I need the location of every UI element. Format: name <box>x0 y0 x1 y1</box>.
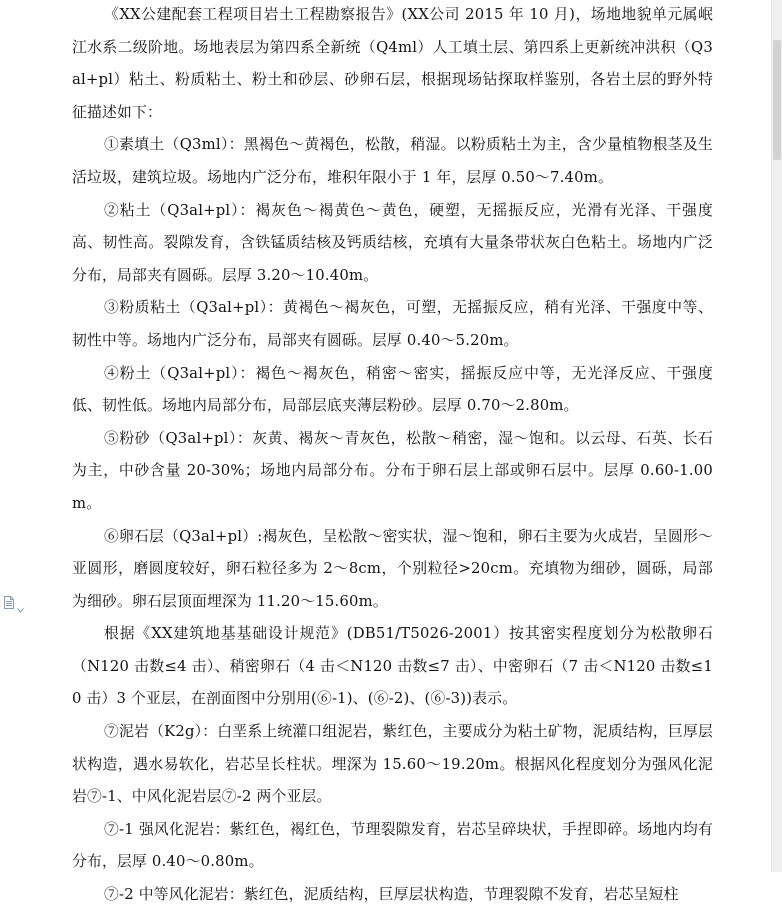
paragraph-layer-4-silt: ④粉土（Q3al+pl）：褐色～褐灰色，稍密～密实，摇振反应中等，无光泽反应、干强度低、韧性低。场地内局部分布，局部层底夹薄层粉砂。层厚 0.70～2.80m。 <box>72 364 713 415</box>
paragraph-layer-2-clay: ②粘土（Q3al+pl）：褐灰色～褐黄色～黄色，硬塑，无摇振反应，光滑有光泽、干强度高、韧性高。裂隙发育，含铁锰质结核及钙质结核，充填有大量条带状灰白色粘土。场地内广泛分布，局部夹有圆砾。层厚 3.20～10.40m。 <box>72 201 713 284</box>
paragraph-layer-7-mudstone: ⑦泥岩（K2g）：白垩系上统灌口组泥岩，紫红色，主要成分为粘土矿物，泥质结构，巨厚层状构造，遇水易软化，岩芯呈长柱状。埋深为 15.60～19.20m。根据风化程度划分为强风化泥岩⑦-1、中风化泥岩层⑦-2 两个亚层。 <box>72 723 713 806</box>
paragraph-options-widget[interactable] <box>4 592 34 608</box>
scrollbar-thumb[interactable] <box>773 40 781 160</box>
document-icon <box>4 594 14 607</box>
chevron-down-icon[interactable] <box>17 598 24 603</box>
document-body <box>72 0 713 912</box>
paragraph-layer-3-silty-clay: ③粉质粘土（Q3al+pl）：黄褐色～褐灰色，可塑，无摇振反应，稍有光泽、干强度中等、韧性中等。场地内广泛分布，局部夹有圆砾。层厚 0.40～5.20m。 <box>72 299 713 349</box>
vertical-scrollbar[interactable] <box>771 0 782 872</box>
paragraph-layer-5-silty-sand: ⑤粉砂（Q3al+pl）：灰黄、褐灰～青灰色，松散～稍密，湿～饱和。以云母、石英、长石为主，中砂含量 20-30%；场地内局部分布。分布于卵石层上部或卵石层中。层厚 0.60-1.00m。 <box>72 429 713 512</box>
paragraph-intro: 《XX公建配套工程项目岩土工程勘察报告》(XX公司 2015 年 10 月)，场地地貌单元属岷江水系二级阶地。场地表层为第四系全新统（Q4ml）人工填土层、第四系上更新统冲洪积（Q3al+pl）粘土、粉质粘土、粉土和砂层、砂卵石层，根据现场钻探取样鉴别，各岩土层的野外特征描述如下： <box>72 6 713 121</box>
paragraph-layer-7-2: ⑦-2 中等风化泥岩：紫红色，泥质结构，巨厚层状构造，节理裂隙不发育，岩芯呈短柱 <box>104 886 679 904</box>
paragraph-pebble-classification: 根据《XX建筑地基基础设计规范》(DB51/T5026-2001）按其密实程度划分为松散卵石（N120 击数≤4 击）、稍密卵石（4 击＜N120 击数≤7 击）、中密卵石（7 击＜N120 击数≤10 击）3 个亚层，在剖面图中分别用(⑥-1)、(⑥-2)、(⑥-3))表示。 <box>72 625 713 708</box>
paragraph-layer-7-1: ⑦-1 强风化泥岩：紫红色，褐红色，节理裂隙发育，岩芯呈碎块状，手捏即碎。场地内均有分布，层厚 0.40～0.80m。 <box>72 820 713 871</box>
paragraph-layer-1-fill: ①素填土（Q3ml）：黑褐色～黄褐色，松散，稍湿。以粉质粘土为主，含少量植物根茎及生活垃圾，建筑垃圾。场地内广泛分布，堆积年限小于 1 年，层厚 0.50～7.40m。 <box>72 136 713 186</box>
paragraph-layer-6-pebble: ⑥卵石层（Q3al+pl）:褐灰色，呈松散～密实状，湿～饱和，卵石主要为火成岩，呈圆形～亚圆形，磨圆度较好，卵石粒径多为 2～8cm，个别粒径>20cm。充填物为细砂，圆砾，局部为细砂。卵石层顶面埋深为 11.20～15.60m。 <box>72 527 713 610</box>
